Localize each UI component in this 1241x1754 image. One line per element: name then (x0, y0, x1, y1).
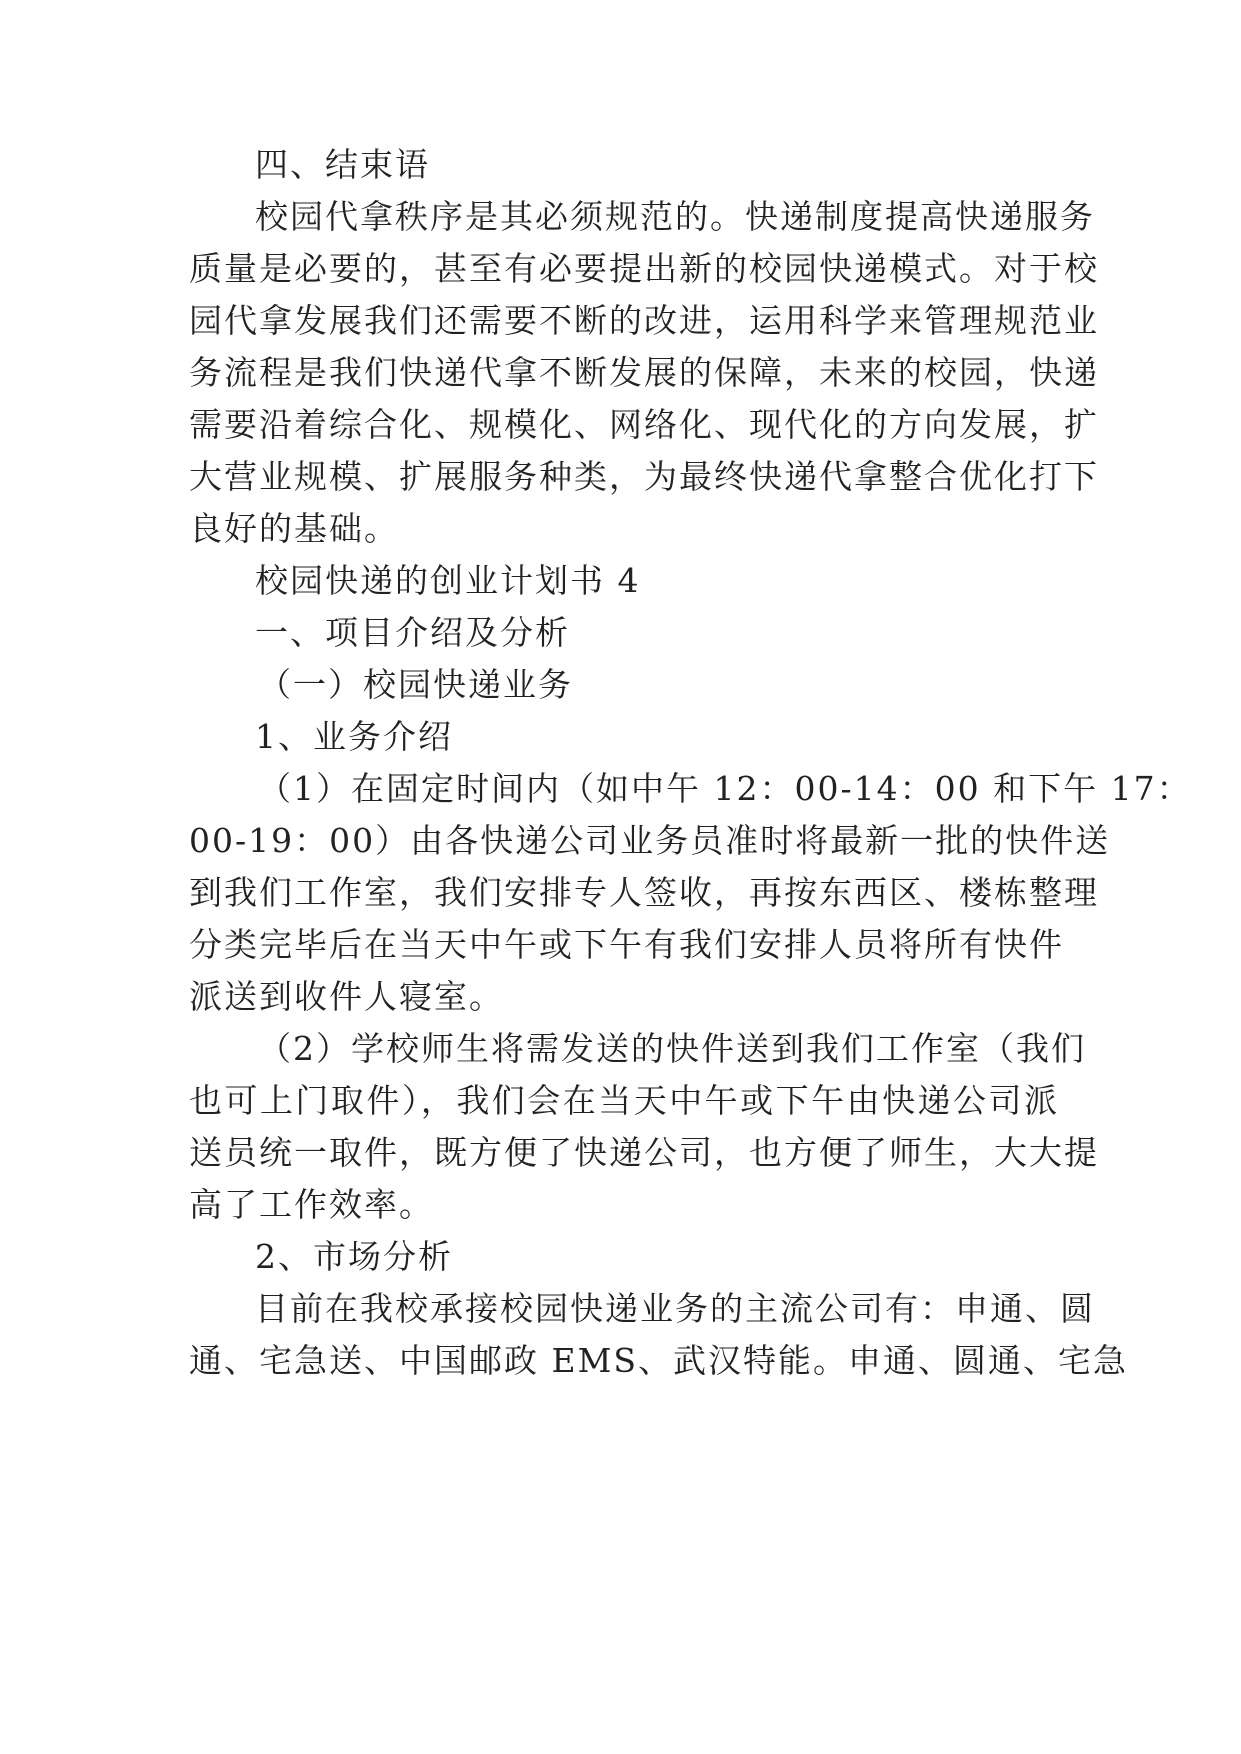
paragraph-line: 质量是必要的，甚至有必要提出新的校园快递模式。对于校 (189, 249, 1099, 288)
paragraph-line: 良好的基础。 (189, 509, 399, 548)
paragraph-line: （2）学校师生将需发送的快件送到我们工作室（我们 (258, 1029, 1086, 1068)
paragraph-line: 通、宅急送、中国邮政 EMS、武汉特能。申通、圆通、宅急 (189, 1341, 1128, 1380)
section-heading-project: 一、项目介绍及分析 (255, 613, 570, 652)
paragraph-line: 00-19：00）由各快递公司业务员准时将最新一批的快件送 (189, 821, 1111, 860)
paragraph-line: 送员统一取件，既方便了快递公司，也方便了师生，大大提 (189, 1133, 1099, 1172)
paragraph-line: 务流程是我们快递代拿不断发展的保障，未来的校园，快递 (189, 353, 1099, 392)
document-subtitle: 校园快递的创业计划书 4 (255, 561, 641, 600)
paragraph-line: 也可上门取件），我们会在当天中午或下午由快递公司派 (189, 1081, 1059, 1120)
paragraph-line: 派送到收件人寝室。 (189, 977, 504, 1016)
paragraph-line: （1）在固定时间内（如中午 12：00-14：00 和下午 17： (258, 769, 1192, 808)
paragraph-line: 校园代拿秩序是其必须规范的。快递制度提高快递服务 (255, 197, 1095, 236)
item-heading: 1、业务介绍 (255, 717, 453, 756)
item-heading: 2、市场分析 (255, 1237, 453, 1276)
paragraph-line: 需要沿着综合化、规模化、网络化、现代化的方向发展，扩 (189, 405, 1099, 444)
paragraph-line: 到我们工作室，我们安排专人签收，再按东西区、楼栋整理 (189, 873, 1099, 912)
paragraph-line: 大营业规模、扩展服务种类，为最终快递代拿整合优化打下 (189, 457, 1099, 496)
paragraph-line: 园代拿发展我们还需要不断的改进，运用科学来管理规范业 (189, 301, 1099, 340)
section-heading-conclusion: 四、结束语 (255, 145, 430, 184)
paragraph-line: 目前在我校承接校园快递业务的主流公司有：申通、圆 (255, 1289, 1095, 1328)
paragraph-line: 高了工作效率。 (189, 1185, 434, 1224)
subsection-heading: （一）校园快递业务 (258, 665, 573, 704)
paragraph-line: 分类完毕后在当天中午或下午有我们安排人员将所有快件 (189, 925, 1064, 964)
